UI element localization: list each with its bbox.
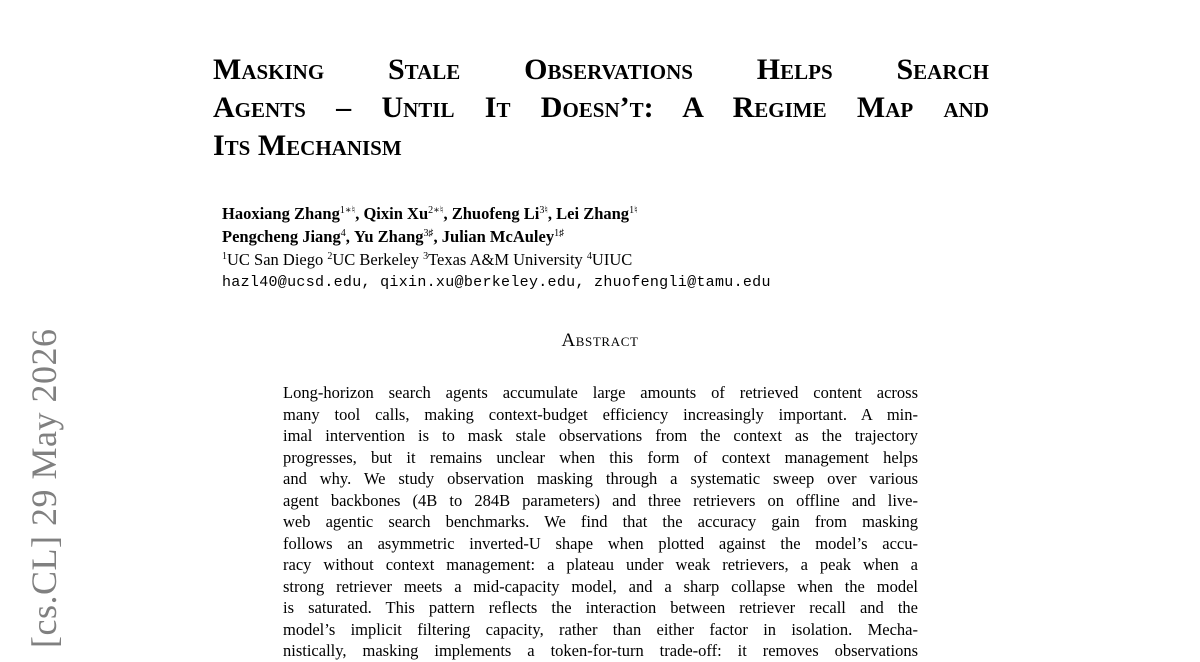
affiliation: Texas A&M University [428,250,583,269]
abstract-body [283,382,918,662]
author-affil-mark: 2∗♮ [428,205,444,216]
author-name: Qixin Xu [363,204,429,223]
arxiv-side-stamp: [cs.CL] 29 May 2026 [24,328,64,648]
affil-mark: 4 [586,251,592,262]
author-affil-mark: 1♮ [629,205,638,216]
abstract-line: web agentic search benchmarks. We find that the accuracy gain from masking [283,512,918,531]
author-affil-mark: 1♯ [554,228,565,239]
author-block [222,202,771,294]
abstract-line: model’s implicit filtering capacity, rather than either factor in isolation. Mecha- [283,619,918,639]
abstract-line: imal intervention is to mask stale observations from the context as the trajectory [283,426,918,445]
abstract-line: progresses, but it remains unclear when this form of context management helps [283,447,918,467]
author-affil-mark: 1∗♮ [339,205,356,216]
author-name: Haoxiang Zhang [222,204,340,223]
author-line-1: Haoxiang Zhang$^{1∗♮}$, Qixin $Xu^{2∗♮}$, Zhuofeng $Li^{3♮}$, Lei Zhang$^{1♮}$ [222,204,638,223]
affiliation: UC San Diego [227,250,324,269]
affiliation: UC Berkeley [332,250,419,269]
title-line-1: Masking Stale Observations Helps Search [213,53,989,86]
abstract-line: many tool calls, making context-budget efficiency increasingly important. A min- [283,404,918,424]
author-name: Zhuofeng Li [451,204,540,223]
author-name: Yu Zhang [353,227,424,246]
abstract-line: is saturated. This pattern reflects the interaction between retriever recall and the [283,598,918,617]
author-affil-mark: 3♮ [539,205,548,216]
author-affil-mark: 4 [340,228,346,239]
author-name: Julian McAuley [441,227,555,246]
title-line-3: Its Mechanism [213,129,402,162]
affiliations [222,248,771,271]
abstract-line: Long-horizon search agents accumulate large amounts of retrieved content across [283,383,918,402]
author-emails: hazl40@ucsd.edu, qixin.xu@berkeley.edu, zhuofengli@tamu.edu [222,274,771,291]
abstract-line: follows an asymmetric inverted-U shape when plotted against the model’s accu- [283,533,918,553]
abstract-line: nistically, masking implements a token-for-turn trade-off: it removes observations [283,641,918,660]
affil-mark: 1 [222,251,227,262]
abstract-heading: Abstract [561,330,639,351]
affil-mark: 2 [327,251,333,262]
author-line-2: Pengcheng Jiang$^4$, Yu Zhang$^{3♯}$, Julian McAuley$^{1♯}$ [222,227,565,246]
affiliation: UIUC [591,250,633,269]
author-name: Lei Zhang [556,204,630,223]
abstract-line: racy without context management: a plateau under weak retrievers, a peak when a [283,555,918,574]
abstract-line: and why. We study observation masking through a systematic sweep over various [283,469,918,488]
title-line-2: Agents – Until It Doesn’t: A Regime Map and [213,91,989,124]
affil-mark: 3 [423,251,429,262]
paper-title [213,51,989,165]
abstract-line: agent backbones (4B to 284B parameters) and three retrievers on offline and live- [283,490,918,510]
author-name: Pengcheng Jiang [222,227,341,246]
abstract-line: strong retriever meets a mid-capacity model, and a sharp collapse when the model [283,576,918,596]
author-affil-mark: 3♯ [423,228,434,239]
